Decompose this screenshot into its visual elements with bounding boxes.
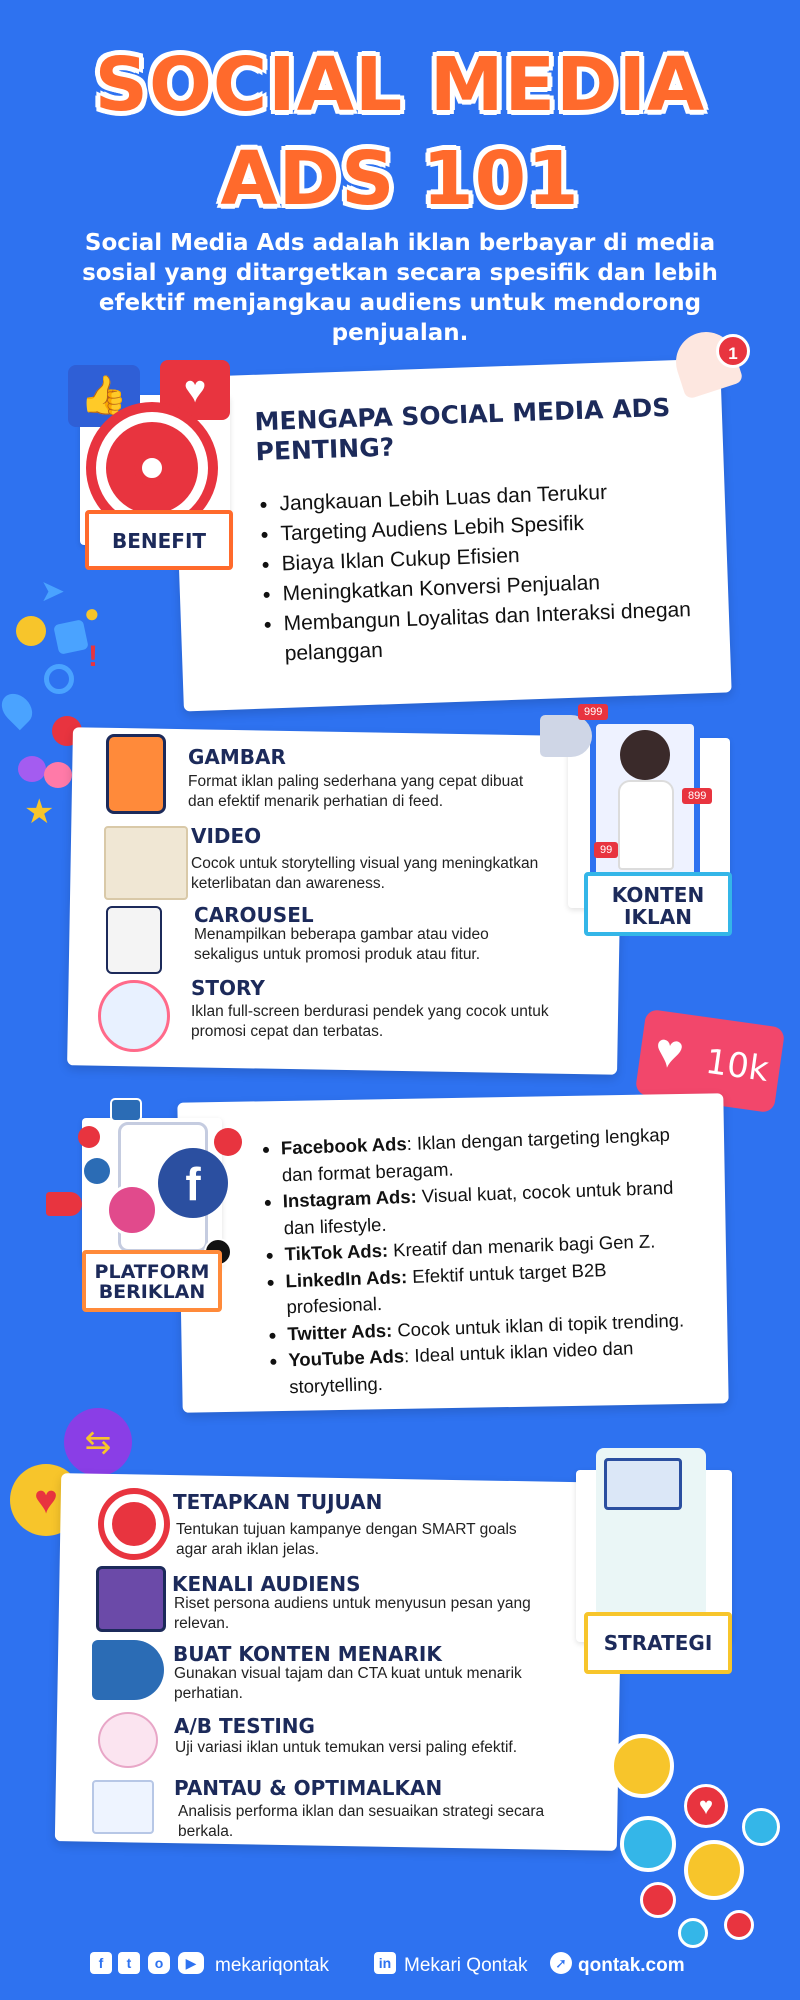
platform-tag xyxy=(82,1250,222,1312)
strategi-item-desc: Analisis performa iklan dan sesuaikan strategi secara berkala. xyxy=(178,1803,545,1840)
heart-bubble-icon: ♥ xyxy=(684,1784,728,1828)
notification-badge: 1 xyxy=(716,334,750,368)
konten-item-title: GAMBAR xyxy=(188,745,286,769)
strategi-item-desc: Uji variasi iklan untuk temukan versi paling efektif. xyxy=(175,1739,518,1756)
strategi-item-desc: Gunakan visual tajam dan CTA kuat untuk menarik perhatian. xyxy=(174,1665,522,1702)
list-item: • Meningkatkan Konversi Penjualan xyxy=(282,565,703,610)
analytics-icon xyxy=(92,1780,154,1834)
chat-bubble-icon xyxy=(110,1098,142,1122)
platform-tag-line2: BERIKLAN xyxy=(98,1281,206,1303)
strategi-item-title: TETAPKAN TUJUAN xyxy=(173,1490,383,1514)
list-item: • Biaya Iklan Cukup Efisien xyxy=(281,535,702,580)
twitter-footer-icon[interactable]: t xyxy=(118,1952,140,1974)
star-icon: ★ xyxy=(24,793,55,831)
platform-tag-line1: PLATFORM xyxy=(94,1261,210,1283)
benefit-heading: MENGAPA SOCIAL MEDIA ADS PENTING? xyxy=(254,392,671,467)
heart-bubble-icon xyxy=(724,1910,754,1940)
benefit-tag: BENEFIT xyxy=(85,510,233,570)
platform-name: Instagram Ads: xyxy=(282,1185,418,1212)
platform-name: Twitter Ads: xyxy=(287,1319,393,1344)
platform-desc: Kreatif dan menarik bagi Gen Z. xyxy=(387,1230,656,1261)
like-bubble-icon xyxy=(742,1808,780,1846)
platform-name: YouTube Ads xyxy=(287,1345,405,1371)
konten-tag-line2: IKLAN xyxy=(624,905,692,929)
konten-item-title: STORY xyxy=(191,976,265,1000)
likes-badge: 899 xyxy=(682,788,712,804)
paper-plane-icon: ➤ xyxy=(40,575,66,608)
platform-desc: Efektif untuk target B2B profesional. xyxy=(286,1258,607,1318)
title-line-1: SOCIAL MEDIA xyxy=(94,42,706,128)
bell-small-icon: ● xyxy=(84,598,100,628)
strategi-item-title: PANTAU & OPTIMALKAN xyxy=(174,1776,443,1800)
strategi-item-desc: Riset persona audiens untuk menyusun pesan yang relevan. xyxy=(174,1595,531,1632)
platform-desc: Cocok untuk iklan di topik trending. xyxy=(391,1308,685,1341)
website-link[interactable]: qontak.com xyxy=(578,1955,685,1976)
title-line-2: ADS 101 xyxy=(220,136,580,222)
benefit-list xyxy=(279,475,705,670)
instagram-footer-icon[interactable]: o xyxy=(148,1952,170,1974)
list-item: • Jangkauan Lebih Luas dan Terukur xyxy=(279,475,700,520)
platform-desc: : Ideal untuk iklan video dan storytelling. xyxy=(288,1337,634,1397)
target-small-icon xyxy=(104,1494,164,1554)
user-bubble-icon xyxy=(684,1840,744,1900)
likes-count: 10k xyxy=(703,1041,772,1091)
platform-name: TikTok Ads: xyxy=(284,1239,389,1265)
heart-icon: ♥ xyxy=(651,1023,687,1080)
platform-name: LinkedIn Ads: xyxy=(285,1265,408,1291)
youtube-footer-icon[interactable]: ▶ xyxy=(178,1952,204,1974)
exclamation-icon: ! xyxy=(88,640,98,673)
strategi-item-title: KENALI AUDIENS xyxy=(172,1572,361,1596)
repost-icon: ⇆ xyxy=(64,1408,132,1476)
persona-icon xyxy=(96,1566,166,1632)
story-ad-icon xyxy=(98,980,170,1052)
image-ad-icon xyxy=(106,734,166,814)
linkedin-name[interactable]: Mekari Qontak xyxy=(404,1955,528,1976)
video-ad-icon xyxy=(104,826,188,900)
chat-icon xyxy=(18,756,46,782)
strategi-item-title: BUAT KONTEN MENARIK xyxy=(173,1642,442,1666)
konten-item-desc: Iklan full-screen berdurasi pendek yang cocok untuk promosi cepat dan terbatas. xyxy=(191,1003,549,1040)
pinterest-icon xyxy=(78,1126,100,1148)
instagram-icon xyxy=(106,1184,158,1236)
footer xyxy=(0,1952,800,1982)
heart-bubble-icon xyxy=(640,1882,676,1918)
strategi-item-title: A/B TESTING xyxy=(174,1714,315,1738)
thumbs-up-icon: 👍 xyxy=(68,365,140,427)
likes-badge: 99 xyxy=(594,842,618,858)
platform-desc: : Iklan dengan targeting lengkap dan format beragam. xyxy=(281,1123,671,1185)
platform-name: Facebook Ads xyxy=(280,1133,407,1159)
search-icon xyxy=(44,664,74,694)
konten-item-title: CAROUSEL xyxy=(194,903,314,927)
konten-item-desc: Format iklan paling sederhana yang cepat dibuat dan efektif menarik perhatian di feed. xyxy=(188,773,524,810)
like-bubble-icon xyxy=(678,1918,708,1948)
facebook-icon: f xyxy=(158,1148,228,1218)
strategi-tag: STRATEGI xyxy=(584,1612,732,1674)
likes-badge: 999 xyxy=(578,704,608,720)
chat-icon xyxy=(44,762,72,788)
like-bubble-icon xyxy=(620,1816,676,1872)
website-icon[interactable]: ➚ xyxy=(550,1952,572,1974)
linkedin-icon xyxy=(84,1158,110,1184)
social-handle[interactable]: mekariqontak xyxy=(215,1955,330,1976)
target-center-icon xyxy=(134,450,170,486)
carousel-ad-icon xyxy=(106,906,162,974)
megaphone-icon xyxy=(540,715,592,757)
heart-circle-icon: ♥ xyxy=(10,1464,82,1536)
youtube-icon xyxy=(214,1128,242,1156)
dress-icon xyxy=(618,780,674,870)
list-item: • Targeting Audiens Lebih Spesifik xyxy=(280,505,701,550)
list-item: • Membangun Loyalitas dan Interaksi dnegan pelanggan xyxy=(283,595,705,670)
megaphone-content-icon xyxy=(92,1640,164,1700)
user-bubble-icon xyxy=(610,1734,674,1798)
platform-desc: Visual kuat, cocok untuk brand dan lifestyle. xyxy=(283,1176,674,1238)
konten-item-desc: Menampilkan beberapa gambar atau video sekaligus untuk promosi produk atau fitur. xyxy=(194,926,489,963)
megaphone-small-icon xyxy=(46,1192,82,1216)
facebook-footer-icon[interactable]: f xyxy=(90,1952,112,1974)
konten-tag xyxy=(584,872,732,936)
linkedin-footer-icon[interactable]: in xyxy=(374,1952,396,1974)
image-icon xyxy=(53,619,89,655)
strategi-item-desc: Tentukan tujuan kampanye dengan SMART goals agar arah iklan jelas. xyxy=(176,1521,517,1558)
location-pin-icon xyxy=(0,688,38,730)
person-icon xyxy=(620,730,670,780)
ab-testing-icon xyxy=(98,1712,158,1768)
subtitle: Social Media Ads adalah iklan berbayar di media sosial yang ditargetkan secara spesifik dan lebih efektif menjangkau audiens untuk mendorong penjualan. xyxy=(82,230,718,346)
konten-item-desc: Cocok untuk storytelling visual yang meningkatkan keterlibatan dan awareness. xyxy=(191,855,539,892)
konten-tag-line1: KONTEN xyxy=(611,883,705,907)
konten-item-title: VIDEO xyxy=(191,824,262,848)
heart-bubble-icon: ♥ xyxy=(160,360,230,420)
platform-list xyxy=(281,1121,710,1400)
smile-icon xyxy=(16,616,46,646)
dashboard-icon xyxy=(604,1458,682,1510)
